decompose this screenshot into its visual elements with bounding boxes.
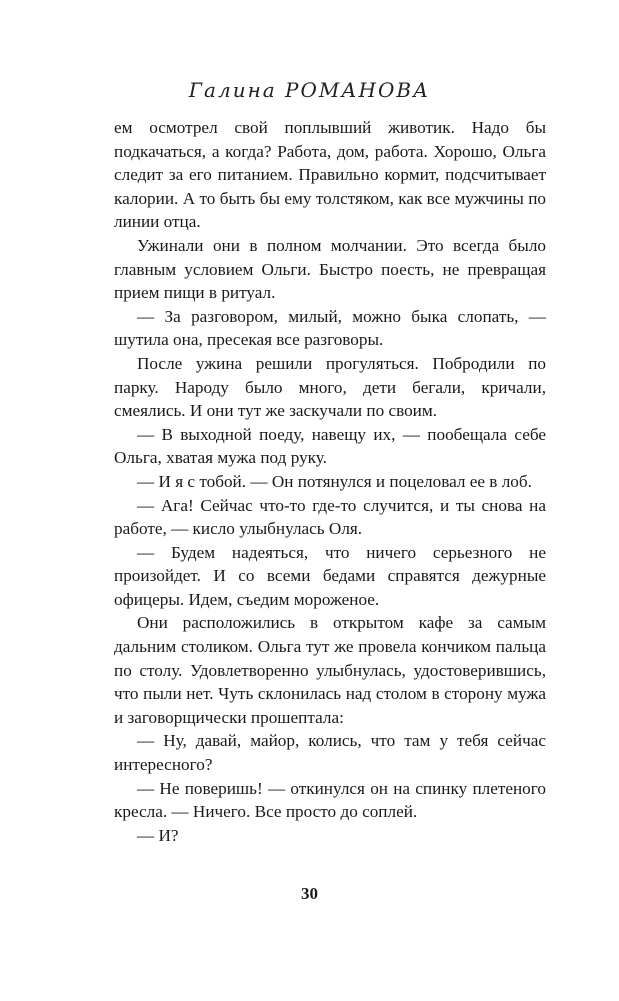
- paragraph-3: — За разговором, милый, можно быка слопать, — шутила она, пресекая все разговоры.: [114, 306, 546, 350]
- paragraph-8: — Будем надеяться, что ничего серьезного не произойдет. И со всеми бедами справятся дежурные офицеры. Идем, съедим мороженое.: [114, 542, 546, 609]
- paragraph-1: ем осмотрел свой поплывший животик. Надо бы подкачаться, а когда? Работа, дом, работа. Хорошо, Ольга следит за его питанием. Правильно кормит, подсчитывает калории. А то быть бы ему толстяком, как все мужчины по линии отца.: [114, 118, 546, 232]
- paragraph-9: Они расположились в открытом кафе за самым дальним столиком. Ольга тут же провела кончиком пальца по столу. Удовлетворенно улыбнулась, удостоверившись, что пыли нет. Чуть склонилась над столом в сторону мужа и заговорщически прошептала:: [114, 613, 546, 727]
- paragraph-7: — Ага! Сейчас что-то где-то случится, и ты снова на работе, — кисло улыбнулась Оля.: [114, 495, 546, 539]
- paragraph-4: После ужина решили прогуляться. Побродили по парку. Народу было много, дети бегали, кричали, смеялись. И они тут же заскучали по своим.: [114, 353, 546, 421]
- running-head-author: Галина РОМАНОВА: [188, 78, 431, 102]
- paragraph-6: — И я с тобой. — Он потянулся и поцеловал ее в лоб.: [137, 471, 532, 491]
- paragraph-5: — В выходной поеду, навещу их, — пообещала себе Ольга, хватая мужа под руку.: [114, 424, 546, 468]
- body-text: [114, 116, 546, 847]
- paragraph-11: — Не поверишь! — откинулся он на спинку плетеного кресла. — Ничего. Все просто до соплей.: [114, 778, 546, 822]
- paragraph-10: — Ну, давай, майор, колись, что там у тебя сейчас интересного?: [114, 731, 546, 775]
- paragraph-12: — И?: [137, 825, 179, 845]
- page-number: 30: [301, 884, 318, 903]
- paragraph-2: Ужинали они в полном молчании. Это всегда было главным условием Ольги. Быстро поесть, не превращая прием пищи в ритуал.: [114, 235, 546, 303]
